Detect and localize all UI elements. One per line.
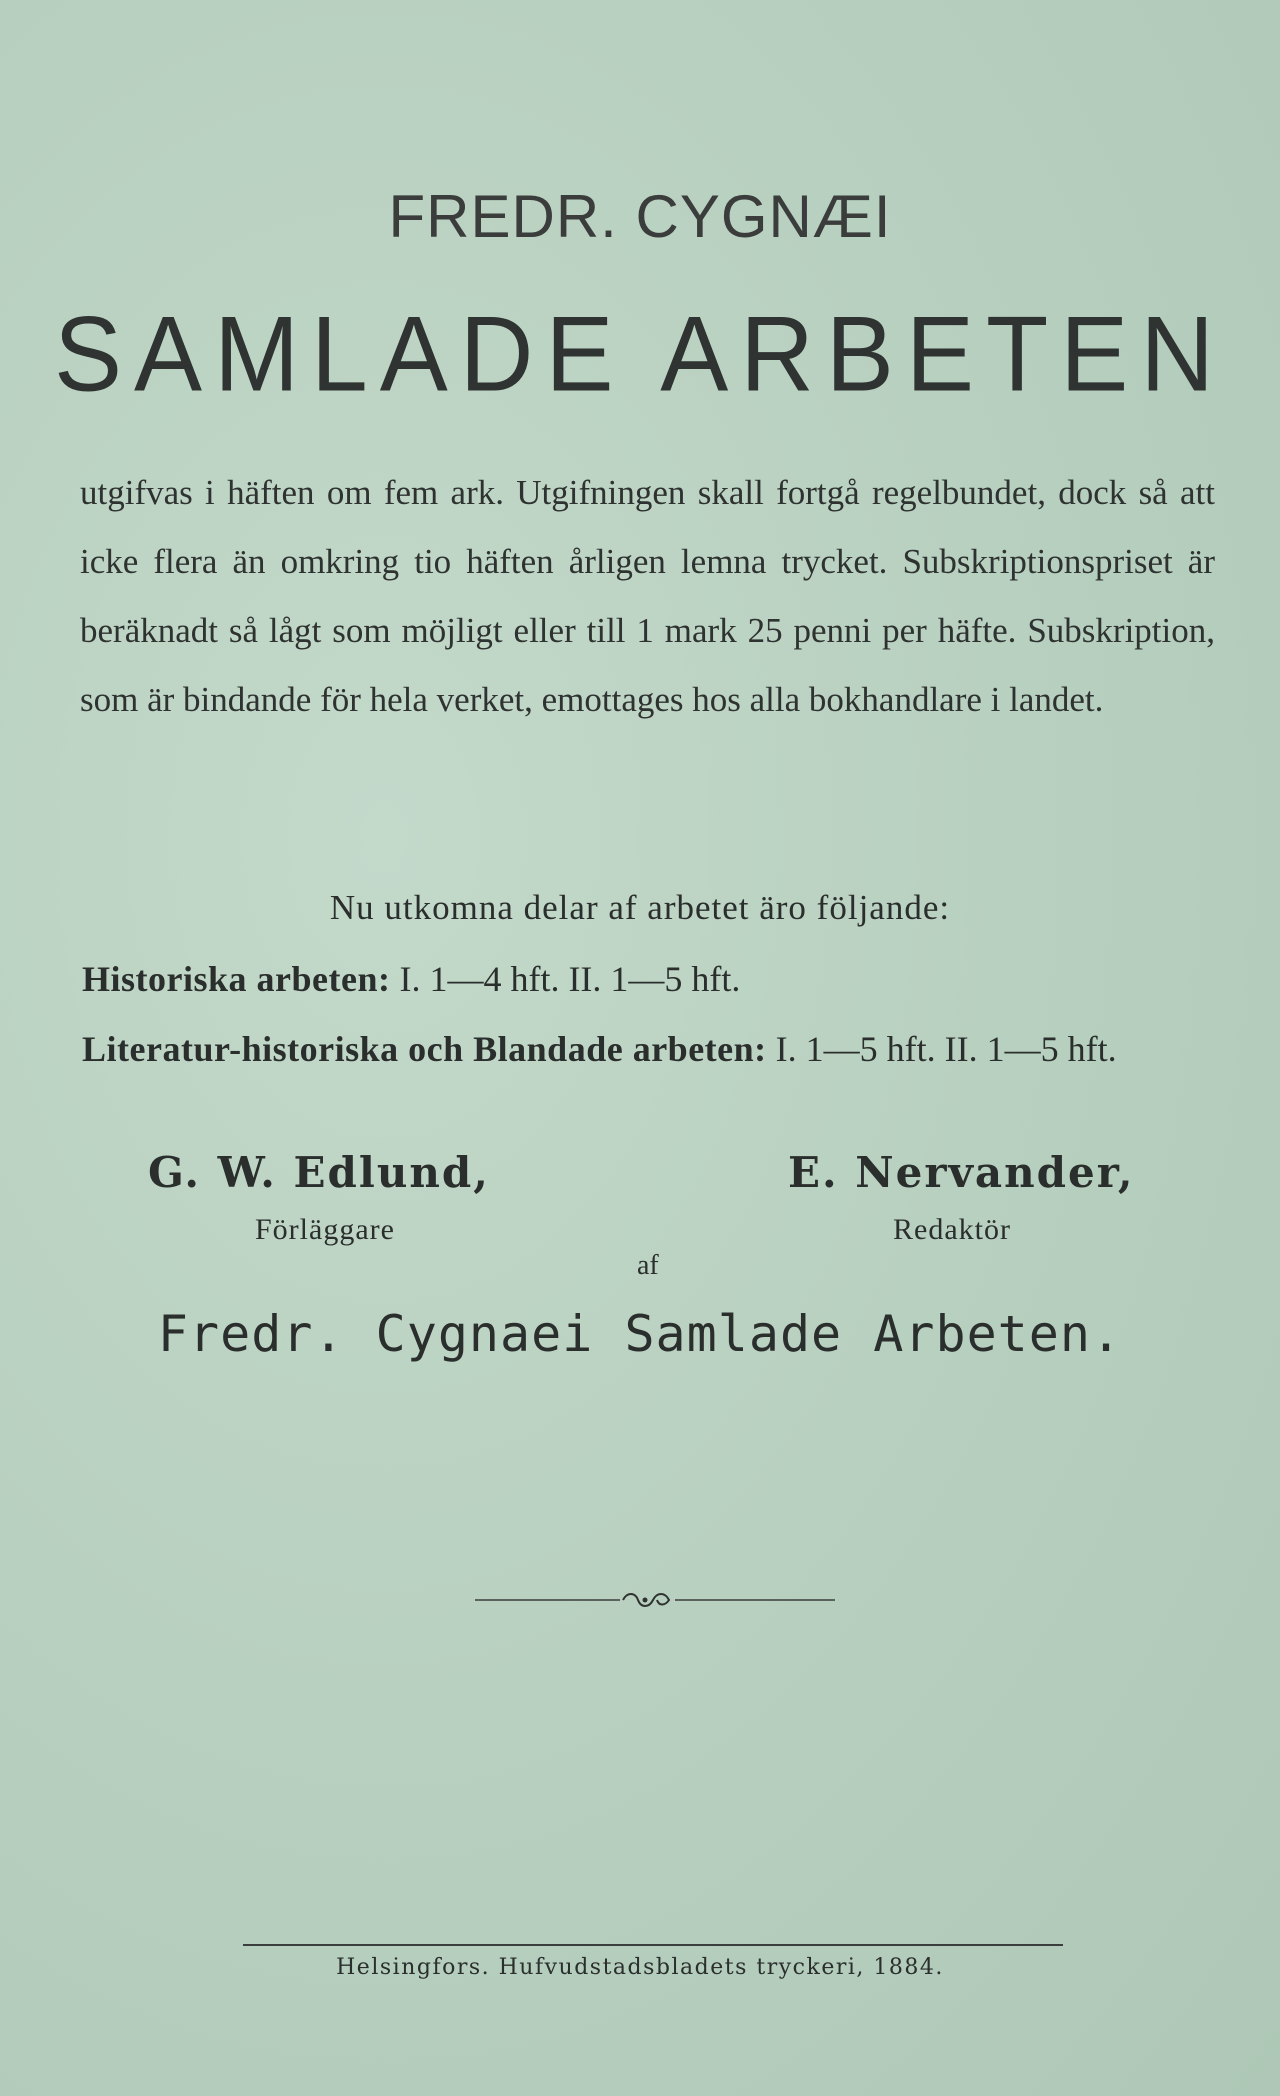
author-heading: FREDR. CYGNÆI (388, 183, 892, 250)
contents-line-historical (82, 958, 1217, 1000)
description-paragraph: utgifvas i häften om fem ark. Utgifningen skall fortgå regelbundet, dock så att icke flera än omkring tio häften årligen lemna trycket. Subskriptionspriset är beräknadt så lågt som möjligt eller till 1 mark 25 penni per häfte. Subskription, som är bindande för hela verket, emottages hos alla bokhandlare i landet. (80, 473, 1215, 719)
parts-list: I. 1—4 hft. II. 1—5 hft. (399, 959, 741, 999)
editor-name: E. Nervander, (788, 1148, 1135, 1197)
footer-rule (243, 1944, 1063, 1946)
contents-intro: Nu utkomna delar af arbetet äro följande: (329, 888, 951, 927)
category-label: Literatur-historiska och Blandade arbeten: (82, 1029, 767, 1069)
connector-word: af (637, 1250, 659, 1281)
editor-role: Redaktör (893, 1213, 1011, 1246)
publisher-role: Förläggare (255, 1213, 395, 1246)
contents-line-literary (82, 1028, 1217, 1070)
publisher-name: G. W. Edlund, (148, 1148, 490, 1197)
publication-title: Fredr. Cygnaei Samlade Arbeten. (157, 1305, 1123, 1363)
page-title: SAMLADE ARBETEN (54, 294, 1226, 414)
parts-list: I. 1—5 hft. II. 1—5 hft. (775, 1029, 1117, 1069)
category-label: Historiska arbeten: (82, 959, 391, 999)
ornament-divider-icon (475, 1588, 835, 1612)
printer-imprint: Helsingfors. Hufvudstadsbladets tryckeri, 1884. (336, 1955, 944, 1980)
